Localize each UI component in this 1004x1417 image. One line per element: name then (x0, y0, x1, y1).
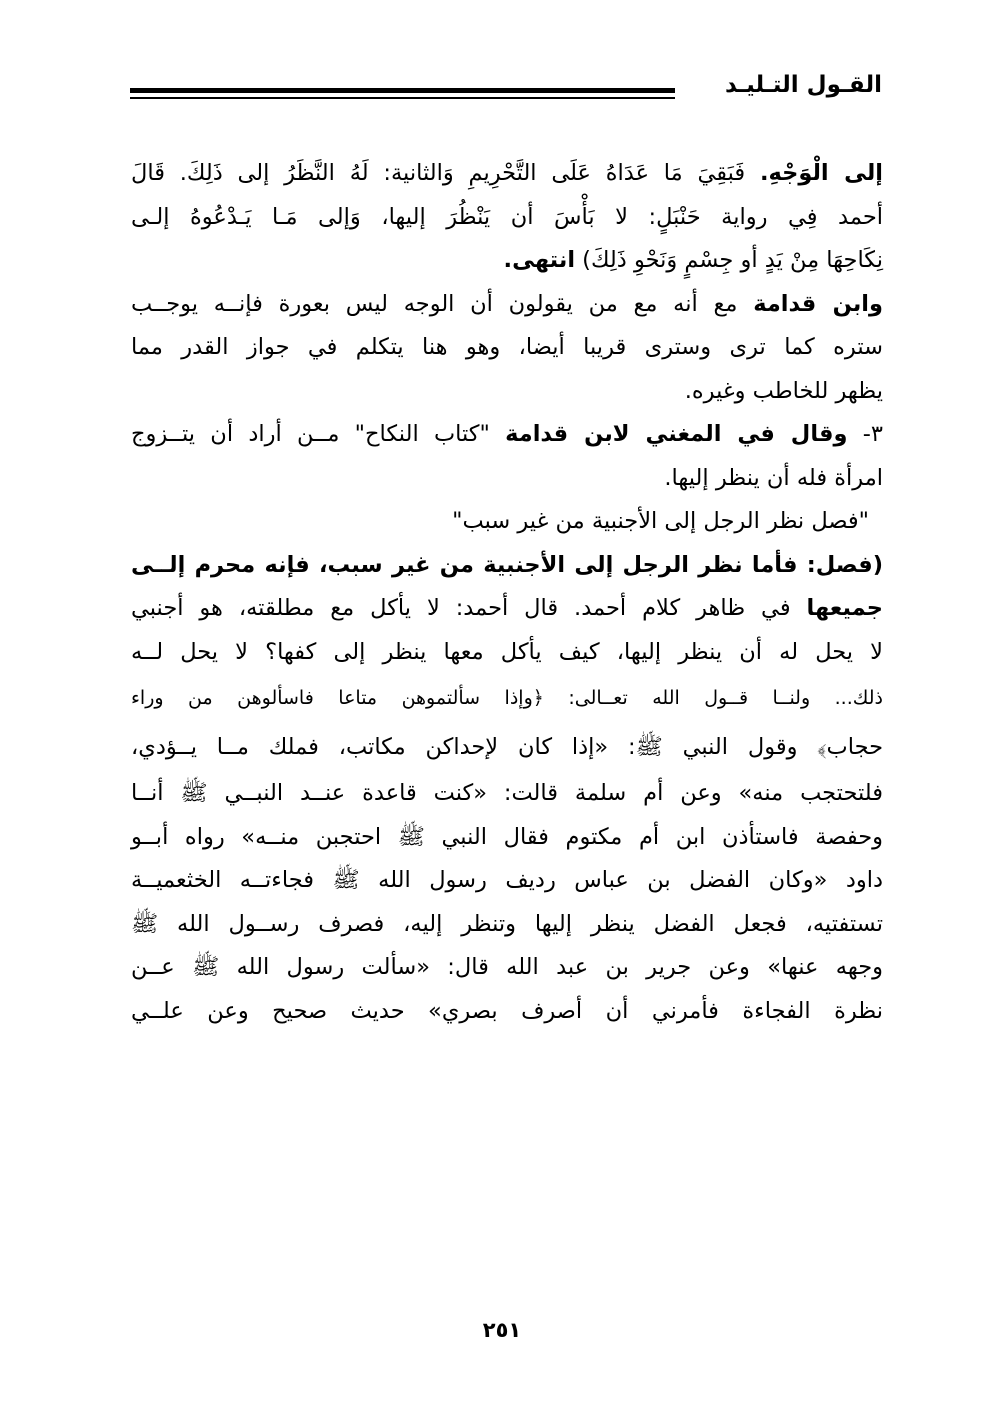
quran-quote: ذلك... ولنــا قــول الله تعــالى: ﴿وإذا سألتموهن متاعا فاسألوهن من وراء (131, 687, 883, 709)
bold-phrase: انتهى. (503, 247, 576, 273)
body-text (131, 152, 883, 1033)
text-line (131, 152, 883, 196)
text-span: امرأة فله أن ينظر إليها. (664, 464, 883, 491)
bold-phrase: وقال في المغني لابن قدامة (505, 421, 848, 447)
text-span: وجهه عنها» وعن جرير بن عبد الله قال: «سألت رسول الله ﷺ عــن (131, 954, 883, 980)
text-line (131, 196, 883, 240)
text-line (131, 239, 883, 283)
text-line (131, 722, 883, 772)
text-span: فلتحتجب منه» وعن أم سلمة قالت: «كنت قاعدة عنــد النبــي ﷺ أنــا (131, 780, 883, 806)
text-span: أحمد فِي رواية حَنْبَلٍ: لا بَأْسَ أن يَنْظُرَ إليها، وَإلى مَـا يَـدْعُوهُ إلـى (131, 203, 883, 230)
text-line (131, 816, 883, 860)
running-header (130, 70, 882, 110)
text-line (131, 283, 883, 327)
text-span: يظهر للخاطب وغيره. (684, 377, 883, 404)
text-span: وحفصة فاستأذن ابن أم مكتوم فقال النبي ﷺ احتجبن منــه» رواه أبــو (131, 823, 883, 850)
text-span: تستفتيه، فجعل الفضل ينظر إليها وتنظر إليه، فصرف رســول الله ﷺ (131, 910, 883, 937)
text-span: داود «وكان الفضل بن عباس رديف رسول الله ﷺ فجاءتــه الخثعميــة (131, 867, 883, 893)
text-line (131, 772, 883, 816)
header-rule-thin (130, 97, 675, 99)
bold-phrase: وابن قدامة (753, 290, 883, 317)
header-title: القـول التـليـد (724, 72, 882, 98)
text-line (131, 903, 883, 947)
text-span: نظرة الفجاءة فأمرني أن أصرف بصري» حديث صحيح وعن علــي (131, 997, 883, 1024)
text-line (131, 370, 883, 414)
page-number: ٢٥١ (482, 1318, 522, 1342)
text-line (131, 946, 883, 990)
text-span: ستره كما ترى وسترى قريبا أيضا، وهو هنا يتكلم في جواز القدر مما (131, 334, 883, 360)
text-line (131, 674, 883, 722)
text-span: "كتاب النكاح" مــن أراد أن يتــزوج (131, 421, 506, 447)
text-line (131, 631, 883, 675)
bold-phrase: جميعها (806, 595, 883, 621)
text-line (131, 326, 883, 370)
text-line (131, 859, 883, 903)
text-line (131, 413, 883, 457)
header-rule-thick (130, 88, 675, 93)
bold-phrase: (فصل: فأما نظر الرجل إلى الأجنبية من غير سبب، فإنه محرم إلــى (131, 551, 883, 578)
text-span: حجاب﴾ وقول النبي ﷺ: «إذا كان لإحداكن مكاتب، فملك مــا يــؤدي، (131, 734, 883, 760)
text-span: مع أنه مع من يقولون أن الوجه ليس بعورة فإنــه يوجــب (131, 290, 754, 317)
item-number: ٣- (847, 421, 883, 447)
text-line (131, 457, 883, 501)
text-line (131, 500, 883, 544)
text-span: نِكَاحِهَا مِنْ يَدٍ أو جِسْمٍ وَنَحْوِ ذَلِكَ) (575, 247, 883, 273)
text-line (131, 587, 883, 631)
text-span: فَبَقِيَ مَا عَدَاهُ عَلَى التَّحْرِيمِ وَالثانية: لَهُ النَّظَرُ إلى ذَلِكَ. قَالَ (131, 160, 760, 186)
text-line (131, 544, 883, 588)
text-span: لا يحل له أن ينظر إليها، كيف يأكل معها ينظر إلى كفها؟ لا يحل لــه (131, 638, 883, 665)
text-span: في ظاهر كلام أحمد. قال أحمد: لا يأكل مع مطلقته، هو أجنبي (131, 595, 807, 621)
section-caption: "فصل نظر الرجل إلى الأجنبية من غير سبب" (452, 508, 869, 534)
bold-phrase: إلى الْوَجْهِ. (759, 160, 883, 186)
text-line (131, 990, 883, 1034)
